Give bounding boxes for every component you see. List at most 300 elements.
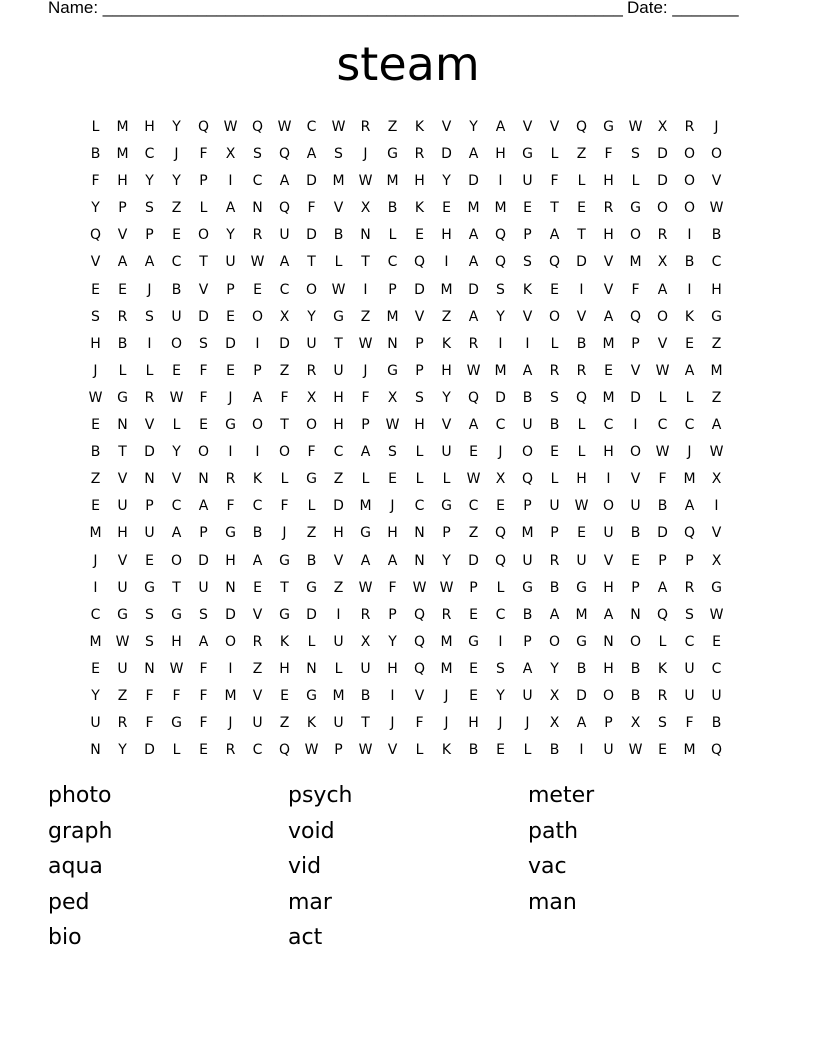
grid-letter[interactable]: E <box>388 471 397 488</box>
grid-letter[interactable]: W <box>709 200 724 217</box>
grid-letter[interactable]: V <box>117 552 128 569</box>
grid-letter[interactable]: W <box>466 362 481 379</box>
grid-letter[interactable]: Y <box>172 119 181 135</box>
grid-letter[interactable]: P <box>118 200 127 217</box>
grid-letter[interactable]: R <box>603 200 614 217</box>
grid-letter[interactable]: P <box>631 579 640 596</box>
grid-letter[interactable]: I <box>714 498 719 515</box>
grid-letter[interactable]: U <box>522 687 533 704</box>
grid-letter[interactable]: V <box>333 552 344 569</box>
grid-letter[interactable]: D <box>468 552 479 569</box>
grid-letter[interactable]: Q <box>548 254 561 271</box>
grid-letter[interactable]: R <box>144 389 155 406</box>
grid-letter[interactable]: M <box>386 308 399 325</box>
grid-letter[interactable]: A <box>468 227 479 244</box>
grid-letter[interactable]: X <box>360 200 371 217</box>
grid-letter[interactable]: M <box>359 498 372 515</box>
grid-letter[interactable]: H <box>387 660 398 677</box>
grid-letter[interactable]: W <box>412 579 427 596</box>
grid-letter[interactable]: O <box>521 444 534 461</box>
grid-letter[interactable]: P <box>442 525 451 542</box>
grid-letter[interactable]: U <box>522 173 533 190</box>
grid-letter[interactable]: L <box>631 173 640 190</box>
grid-letter[interactable]: H <box>117 525 128 542</box>
grid-letter[interactable]: E <box>145 552 154 569</box>
grid-letter[interactable]: M <box>521 525 534 542</box>
grid-letter[interactable]: V <box>414 687 425 704</box>
grid-letter[interactable]: L <box>415 742 424 759</box>
grid-letter[interactable]: L <box>415 444 424 461</box>
grid-letter[interactable]: B <box>630 525 641 542</box>
grid-letter[interactable]: W <box>223 119 238 135</box>
grid-letter[interactable]: J <box>228 715 233 732</box>
grid-letter[interactable]: E <box>496 498 505 515</box>
grid-letter[interactable]: N <box>360 227 371 244</box>
grid-letter[interactable]: S <box>145 200 154 217</box>
grid-letter[interactable]: A <box>252 552 263 569</box>
grid-letter[interactable]: E <box>91 660 100 677</box>
grid-letter[interactable]: N <box>252 200 263 217</box>
grid-letter[interactable]: O <box>548 308 561 325</box>
grid-letter[interactable]: G <box>171 715 182 732</box>
grid-letter[interactable]: M <box>629 254 642 271</box>
grid-letter[interactable]: T <box>199 254 208 271</box>
grid-letter[interactable]: Z <box>333 471 344 488</box>
grid-letter[interactable]: W <box>385 417 400 434</box>
grid-letter[interactable]: O <box>224 633 237 650</box>
grid-letter[interactable]: C <box>171 254 182 271</box>
grid-letter[interactable]: C <box>252 742 263 759</box>
grid-letter[interactable]: G <box>522 579 533 596</box>
grid-letter[interactable]: D <box>306 173 317 190</box>
grid-letter[interactable]: Q <box>656 606 669 623</box>
grid-letter[interactable]: P <box>199 173 208 190</box>
grid-letter[interactable]: L <box>307 633 316 650</box>
grid-letter[interactable]: A <box>549 227 560 244</box>
grid-letter[interactable]: H <box>171 633 182 650</box>
grid-letter[interactable]: A <box>171 525 182 542</box>
grid-letter[interactable]: W <box>88 389 103 406</box>
grid-letter[interactable]: E <box>442 200 451 217</box>
grid-letter[interactable]: D <box>657 525 668 542</box>
grid-letter[interactable]: J <box>363 362 368 379</box>
grid-letter[interactable]: V <box>711 525 722 542</box>
grid-letter[interactable]: P <box>469 579 478 596</box>
grid-letter[interactable]: O <box>278 444 291 461</box>
grid-letter[interactable]: S <box>199 335 208 352</box>
grid-letter[interactable]: N <box>198 471 209 488</box>
grid-letter[interactable]: Q <box>413 606 426 623</box>
grid-letter[interactable]: O <box>683 146 696 163</box>
grid-letter[interactable]: M <box>710 362 723 379</box>
grid-letter[interactable]: E <box>550 281 559 298</box>
grid-letter[interactable]: L <box>577 173 586 190</box>
grid-letter[interactable]: G <box>711 308 722 325</box>
grid-letter[interactable]: Q <box>629 308 642 325</box>
grid-letter[interactable]: G <box>117 389 128 406</box>
grid-letter[interactable]: H <box>603 227 614 244</box>
grid-letter[interactable]: M <box>89 525 102 542</box>
grid-letter[interactable]: J <box>498 444 503 461</box>
grid-letter[interactable]: D <box>333 498 344 515</box>
grid-letter[interactable]: R <box>117 715 128 732</box>
grid-letter[interactable]: T <box>334 335 343 352</box>
grid-letter[interactable]: B <box>711 715 722 732</box>
grid-letter[interactable]: O <box>629 444 642 461</box>
grid-letter[interactable]: G <box>225 525 236 542</box>
grid-letter[interactable]: X <box>657 119 668 135</box>
grid-letter[interactable]: L <box>577 417 586 434</box>
grid-letter[interactable]: N <box>225 579 236 596</box>
grid-letter[interactable]: P <box>361 417 370 434</box>
grid-letter[interactable]: X <box>360 633 371 650</box>
grid-letter[interactable]: U <box>603 742 614 759</box>
grid-letter[interactable]: V <box>252 606 263 623</box>
grid-letter[interactable]: J <box>93 362 98 379</box>
grid-letter[interactable]: E <box>118 281 127 298</box>
grid-letter[interactable]: G <box>360 525 371 542</box>
grid-letter[interactable]: Y <box>388 633 397 650</box>
grid-letter[interactable]: H <box>225 552 236 569</box>
name-field[interactable]: Name: _______________________________________________________ <box>48 0 623 17</box>
grid-letter[interactable]: Z <box>306 525 317 542</box>
grid-letter[interactable]: M <box>683 742 696 759</box>
grid-letter[interactable]: B <box>522 389 533 406</box>
grid-letter[interactable]: S <box>523 254 532 271</box>
grid-letter[interactable]: Z <box>279 362 290 379</box>
grid-letter[interactable]: C <box>711 254 722 271</box>
grid-letter[interactable]: V <box>441 119 452 135</box>
grid-letter[interactable]: B <box>171 281 182 298</box>
grid-letter[interactable]: Q <box>575 389 588 406</box>
grid-letter[interactable]: O <box>656 308 669 325</box>
grid-letter[interactable]: V <box>441 417 452 434</box>
grid-letter[interactable]: E <box>604 362 613 379</box>
grid-letter[interactable]: A <box>198 498 209 515</box>
grid-letter[interactable]: Q <box>278 200 291 217</box>
grid-letter[interactable]: A <box>603 606 614 623</box>
grid-letter[interactable]: C <box>657 417 668 434</box>
grid-letter[interactable]: A <box>549 606 560 623</box>
grid-letter[interactable]: F <box>199 146 208 163</box>
grid-letter[interactable]: A <box>117 254 128 271</box>
grid-letter[interactable]: Q <box>89 227 102 244</box>
grid-letter[interactable]: Z <box>441 308 452 325</box>
grid-letter[interactable]: L <box>361 471 370 488</box>
grid-letter[interactable]: M <box>440 633 453 650</box>
grid-letter[interactable]: R <box>117 308 128 325</box>
grid-letter[interactable]: I <box>444 254 449 271</box>
grid-letter[interactable]: L <box>550 146 559 163</box>
grid-letter[interactable]: P <box>658 552 667 569</box>
grid-letter[interactable]: M <box>440 660 453 677</box>
grid-letter[interactable]: M <box>683 471 696 488</box>
grid-letter[interactable]: E <box>253 281 262 298</box>
grid-letter[interactable]: O <box>170 335 183 352</box>
grid-letter[interactable]: R <box>549 552 560 569</box>
grid-letter[interactable]: Y <box>172 173 181 190</box>
grid-letter[interactable]: F <box>145 687 154 704</box>
grid-letter[interactable]: P <box>253 362 262 379</box>
grid-letter[interactable]: J <box>525 715 530 732</box>
grid-letter[interactable]: F <box>199 715 208 732</box>
grid-letter[interactable]: M <box>116 119 129 135</box>
grid-letter[interactable]: G <box>306 579 317 596</box>
grid-letter[interactable]: V <box>522 119 533 135</box>
grid-letter[interactable]: L <box>307 498 316 515</box>
grid-letter[interactable]: S <box>145 308 154 325</box>
grid-letter[interactable]: T <box>118 444 127 461</box>
grid-letter[interactable]: W <box>331 119 346 135</box>
grid-letter[interactable]: K <box>522 281 533 298</box>
grid-letter[interactable]: D <box>468 281 479 298</box>
grid-letter[interactable]: A <box>522 660 533 677</box>
grid-letter[interactable]: A <box>468 308 479 325</box>
grid-letter[interactable]: U <box>630 498 641 515</box>
grid-letter[interactable]: A <box>684 362 695 379</box>
grid-letter[interactable]: G <box>576 633 587 650</box>
grid-letter[interactable]: X <box>630 715 641 732</box>
grid-letter[interactable]: O <box>683 173 696 190</box>
grid-letter[interactable]: J <box>444 687 449 704</box>
grid-letter[interactable]: O <box>305 417 318 434</box>
grid-letter[interactable]: O <box>305 281 318 298</box>
grid-letter[interactable]: D <box>306 227 317 244</box>
grid-letter[interactable]: U <box>279 227 290 244</box>
grid-letter[interactable]: A <box>522 362 533 379</box>
grid-letter[interactable]: G <box>522 146 533 163</box>
grid-letter[interactable]: G <box>576 579 587 596</box>
grid-letter[interactable]: N <box>603 633 614 650</box>
grid-letter[interactable]: B <box>306 552 317 569</box>
grid-letter[interactable]: C <box>603 417 614 434</box>
grid-letter[interactable]: A <box>360 552 371 569</box>
grid-letter[interactable]: Q <box>575 119 588 135</box>
grid-letter[interactable]: G <box>306 687 317 704</box>
grid-letter[interactable]: U <box>333 633 344 650</box>
grid-letter[interactable]: I <box>363 281 368 298</box>
grid-letter[interactable]: A <box>306 146 317 163</box>
grid-letter[interactable]: U <box>333 715 344 732</box>
grid-letter[interactable]: B <box>387 200 398 217</box>
grid-letter[interactable]: V <box>117 227 128 244</box>
grid-letter[interactable]: H <box>333 417 344 434</box>
grid-letter[interactable]: J <box>498 715 503 732</box>
grid-letter[interactable]: P <box>334 742 343 759</box>
grid-letter[interactable]: T <box>307 254 316 271</box>
grid-letter[interactable]: D <box>198 308 209 325</box>
grid-letter[interactable]: H <box>603 579 614 596</box>
grid-letter[interactable]: I <box>633 417 638 434</box>
grid-letter[interactable]: X <box>306 389 317 406</box>
grid-letter[interactable]: M <box>89 633 102 650</box>
grid-letter[interactable]: O <box>197 444 210 461</box>
grid-letter[interactable]: A <box>144 254 155 271</box>
grid-letter[interactable]: U <box>117 579 128 596</box>
grid-letter[interactable]: N <box>414 552 425 569</box>
grid-letter[interactable]: N <box>90 742 101 759</box>
grid-letter[interactable]: D <box>657 173 668 190</box>
grid-letter[interactable]: Z <box>117 687 128 704</box>
grid-letter[interactable]: Z <box>252 660 263 677</box>
grid-letter[interactable]: E <box>631 552 640 569</box>
grid-letter[interactable]: G <box>117 606 128 623</box>
grid-letter[interactable]: B <box>522 606 533 623</box>
grid-letter[interactable]: O <box>251 417 264 434</box>
grid-letter[interactable]: E <box>91 498 100 515</box>
grid-letter[interactable]: F <box>658 471 667 488</box>
grid-letter[interactable]: F <box>91 173 100 190</box>
grid-letter[interactable]: Q <box>413 633 426 650</box>
grid-letter[interactable]: L <box>91 119 100 135</box>
grid-letter[interactable]: B <box>468 742 479 759</box>
grid-letter[interactable]: A <box>468 417 479 434</box>
grid-letter[interactable]: C <box>495 606 506 623</box>
grid-letter[interactable]: J <box>363 146 368 163</box>
grid-letter[interactable]: Y <box>145 173 154 190</box>
grid-letter[interactable]: V <box>387 742 398 759</box>
grid-letter[interactable]: H <box>333 525 344 542</box>
grid-letter[interactable]: U <box>144 525 155 542</box>
grid-letter[interactable]: C <box>495 417 506 434</box>
grid-letter[interactable]: T <box>550 200 559 217</box>
grid-letter[interactable]: B <box>684 254 695 271</box>
grid-letter[interactable]: H <box>117 173 128 190</box>
grid-letter[interactable]: Q <box>278 742 291 759</box>
grid-letter[interactable]: R <box>576 362 587 379</box>
grid-letter[interactable]: M <box>332 173 345 190</box>
grid-letter[interactable]: C <box>252 498 263 515</box>
grid-letter[interactable]: U <box>522 552 533 569</box>
grid-letter[interactable]: D <box>198 552 209 569</box>
grid-letter[interactable]: E <box>172 362 181 379</box>
grid-letter[interactable]: G <box>279 552 290 569</box>
grid-letter[interactable]: S <box>253 146 262 163</box>
grid-letter[interactable]: R <box>252 633 263 650</box>
grid-letter[interactable]: O <box>683 200 696 217</box>
grid-letter[interactable]: F <box>415 715 424 732</box>
grid-letter[interactable]: H <box>414 417 425 434</box>
grid-letter[interactable]: D <box>495 389 506 406</box>
grid-letter[interactable]: O <box>602 498 615 515</box>
grid-letter[interactable]: N <box>144 660 155 677</box>
grid-letter[interactable]: O <box>197 227 210 244</box>
grid-letter[interactable]: O <box>170 552 183 569</box>
grid-letter[interactable]: R <box>657 687 668 704</box>
grid-letter[interactable]: L <box>199 200 208 217</box>
grid-letter[interactable]: U <box>441 444 452 461</box>
grid-letter[interactable]: D <box>441 146 452 163</box>
grid-letter[interactable]: J <box>714 119 719 135</box>
grid-letter[interactable]: K <box>279 633 290 650</box>
grid-letter[interactable]: W <box>358 579 373 596</box>
grid-letter[interactable]: C <box>171 498 182 515</box>
grid-letter[interactable]: P <box>388 281 397 298</box>
grid-letter[interactable]: E <box>91 281 100 298</box>
grid-letter[interactable]: A <box>495 119 506 135</box>
grid-letter[interactable]: E <box>658 742 667 759</box>
grid-letter[interactable]: I <box>498 633 503 650</box>
grid-letter[interactable]: V <box>90 254 101 271</box>
grid-letter[interactable]: A <box>279 254 290 271</box>
grid-letter[interactable]: B <box>576 335 587 352</box>
grid-letter[interactable]: H <box>441 227 452 244</box>
grid-letter[interactable]: D <box>576 687 587 704</box>
grid-letter[interactable]: E <box>496 742 505 759</box>
grid-letter[interactable]: K <box>657 660 668 677</box>
grid-letter[interactable]: M <box>224 687 237 704</box>
grid-letter[interactable]: U <box>252 715 263 732</box>
grid-letter[interactable]: A <box>252 389 263 406</box>
grid-letter[interactable]: W <box>439 579 454 596</box>
grid-letter[interactable]: B <box>90 146 101 163</box>
grid-letter[interactable]: S <box>550 389 559 406</box>
grid-letter[interactable]: D <box>630 389 641 406</box>
grid-letter[interactable]: J <box>228 389 233 406</box>
grid-letter[interactable]: D <box>468 173 479 190</box>
grid-letter[interactable]: S <box>388 444 397 461</box>
grid-letter[interactable]: R <box>306 362 317 379</box>
grid-letter[interactable]: C <box>333 444 344 461</box>
grid-letter[interactable]: Z <box>171 200 182 217</box>
grid-letter[interactable]: Y <box>469 119 478 135</box>
grid-letter[interactable]: P <box>415 362 424 379</box>
grid-letter[interactable]: U <box>90 715 101 732</box>
grid-letter[interactable]: D <box>306 606 317 623</box>
grid-letter[interactable]: S <box>145 633 154 650</box>
grid-letter[interactable]: G <box>630 200 641 217</box>
grid-letter[interactable]: C <box>684 417 695 434</box>
grid-letter[interactable]: O <box>629 227 642 244</box>
grid-letter[interactable]: K <box>306 715 317 732</box>
grid-letter[interactable]: I <box>687 281 692 298</box>
grid-letter[interactable]: Y <box>496 687 505 704</box>
grid-letter[interactable]: G <box>387 146 398 163</box>
grid-letter[interactable]: V <box>198 281 209 298</box>
grid-letter[interactable]: K <box>414 119 425 135</box>
grid-letter[interactable]: V <box>711 173 722 190</box>
grid-letter[interactable]: W <box>169 660 184 677</box>
grid-letter[interactable]: U <box>198 579 209 596</box>
grid-letter[interactable]: X <box>387 389 398 406</box>
grid-letter[interactable]: Q <box>251 119 264 135</box>
grid-letter[interactable]: G <box>225 417 236 434</box>
grid-letter[interactable]: L <box>334 254 343 271</box>
grid-letter[interactable]: N <box>144 471 155 488</box>
grid-letter[interactable]: Y <box>91 200 100 217</box>
grid-letter[interactable]: I <box>498 173 503 190</box>
grid-letter[interactable]: J <box>282 525 287 542</box>
grid-letter[interactable]: G <box>603 119 614 135</box>
grid-letter[interactable]: H <box>144 119 155 135</box>
grid-letter[interactable]: T <box>577 227 586 244</box>
grid-letter[interactable]: C <box>252 173 263 190</box>
grid-letter[interactable]: L <box>172 742 181 759</box>
grid-letter[interactable]: J <box>147 281 152 298</box>
grid-letter[interactable]: N <box>306 660 317 677</box>
grid-letter[interactable]: L <box>334 660 343 677</box>
grid-letter[interactable]: I <box>606 471 611 488</box>
grid-letter[interactable]: P <box>523 227 532 244</box>
grid-letter[interactable]: S <box>685 606 694 623</box>
grid-letter[interactable]: L <box>523 742 532 759</box>
grid-letter[interactable]: F <box>199 362 208 379</box>
grid-letter[interactable]: Q <box>494 552 507 569</box>
grid-letter[interactable]: U <box>549 498 560 515</box>
grid-letter[interactable]: H <box>387 525 398 542</box>
grid-letter[interactable]: U <box>684 660 695 677</box>
grid-letter[interactable]: E <box>415 227 424 244</box>
